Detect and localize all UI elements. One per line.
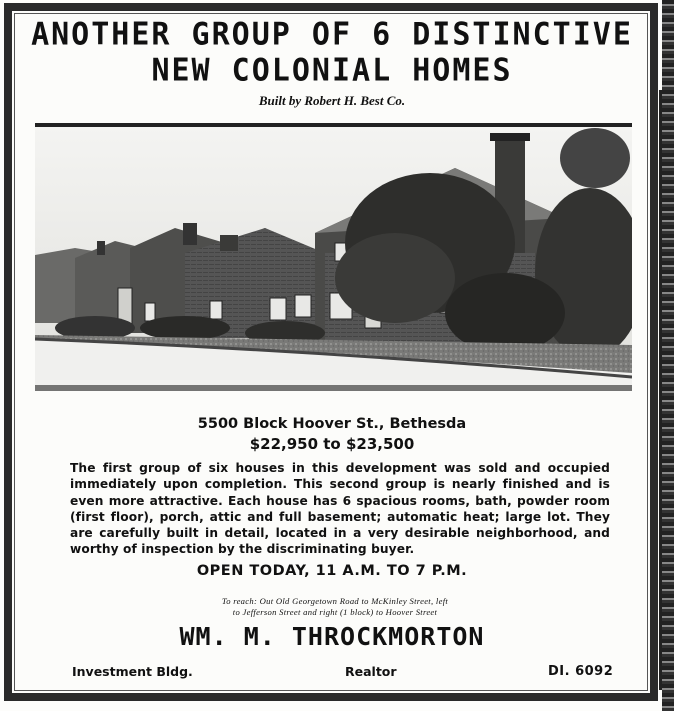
page-edge-strip bbox=[662, 0, 674, 711]
directions-line-1: To reach: Out Old Georgetown Road to McKinley Street, left bbox=[221, 596, 449, 606]
price-range: $22,950 to $23,500 bbox=[249, 435, 415, 453]
colonial-homes-photo bbox=[35, 123, 632, 391]
footer-address: Investment Bldg. bbox=[72, 664, 193, 679]
headline-line-2: NEW COLONIAL HOMES bbox=[151, 52, 513, 89]
footer-title: Realtor bbox=[345, 664, 397, 679]
directions bbox=[160, 596, 510, 618]
open-hours: OPEN TODAY, 11 A.M. TO 7 P.M. bbox=[196, 563, 468, 579]
property-address: 5500 Block Hoover St., Bethesda bbox=[197, 416, 467, 432]
headline-line-1: ANOTHER GROUP OF 6 DISTINCTIVE bbox=[31, 16, 633, 53]
realtor-name: WM. M. THROCKMORTON bbox=[179, 622, 485, 651]
description-paragraph: The first group of six houses in this development was sold and occupied immediately upon completion. This second group is nearly finished and is even more attractive. Each house has 6 spacious rooms, bath, powder room (first floor), porch, attic and full basement; automatic heat; large lot. They are carefully built in detail, located in a very desirable neighborhood, and worthy of inspection by the discriminating buyer. bbox=[70, 461, 610, 557]
footer-phone: DI. 6092 bbox=[548, 664, 614, 679]
directions-line-2: to Jefferson Street and right (1 block) to Hoover Street bbox=[232, 607, 438, 617]
builder-credit: Built by Robert H. Best Co. bbox=[258, 93, 406, 108]
page-edge-line bbox=[659, 90, 662, 690]
